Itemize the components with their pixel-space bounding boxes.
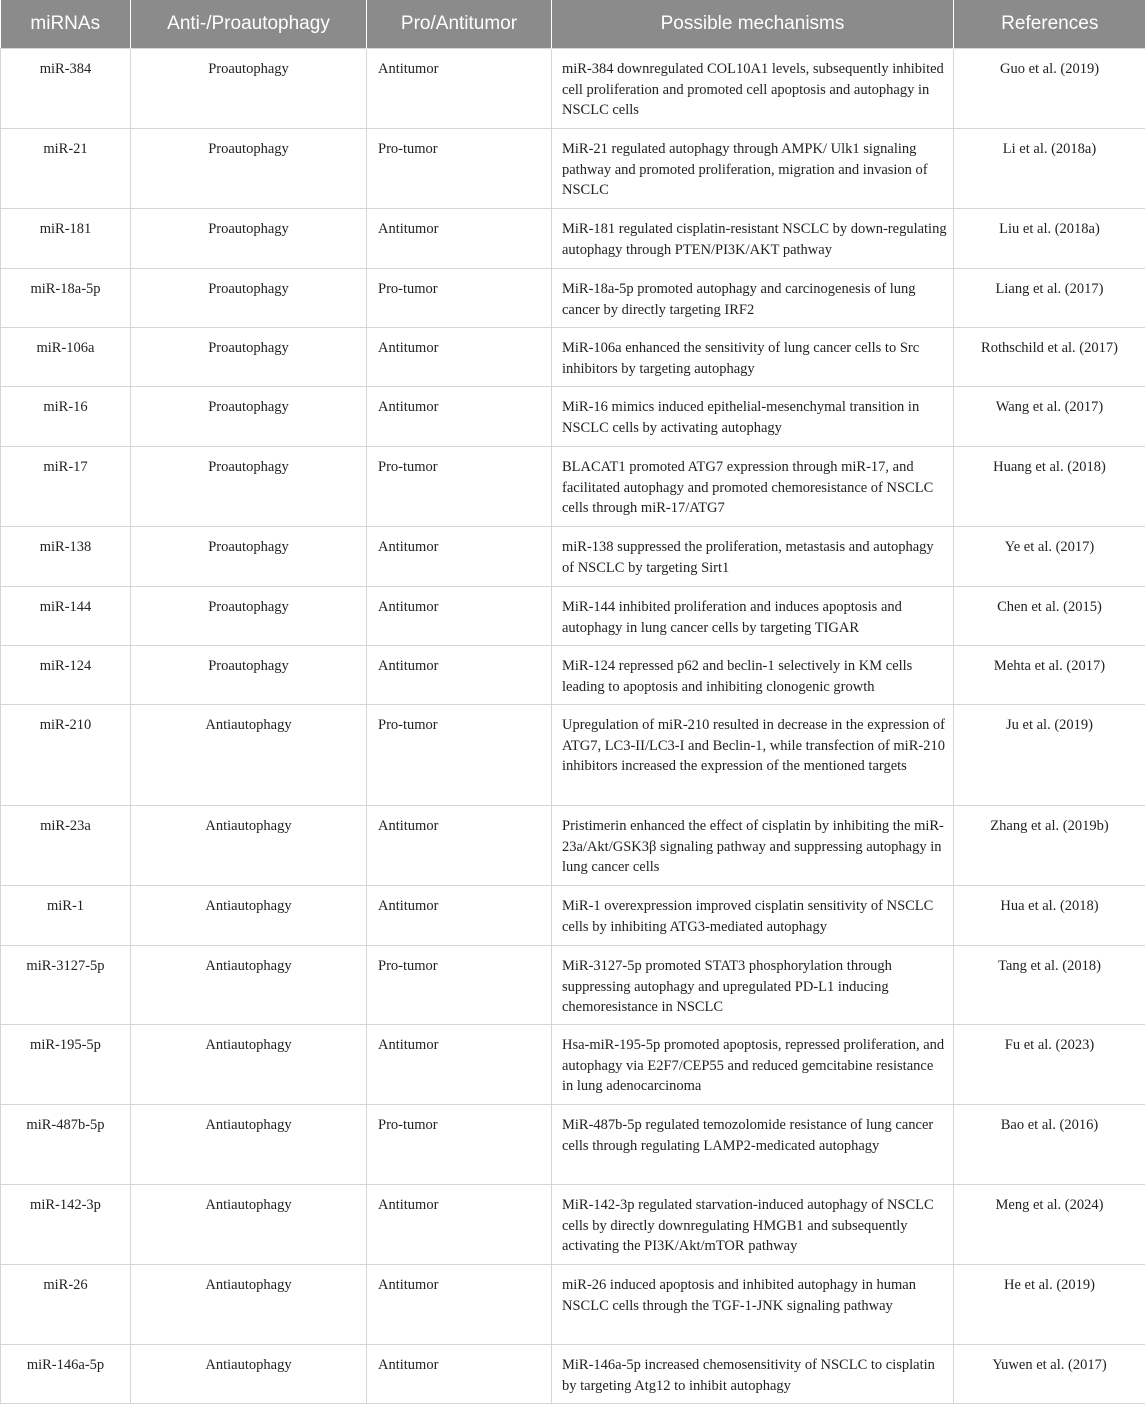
table-row — [1, 1345, 1145, 1404]
mechanism-cell: MiR-144 inhibited proliferation and induces apoptosis and autophagy in lung cancer cells by targeting TIGAR — [552, 587, 954, 646]
tumor-cell: Antitumor — [367, 527, 552, 587]
table-row — [1, 1185, 1145, 1265]
mirna-cell: miR-487b-5p — [1, 1105, 131, 1185]
table-row — [1, 269, 1145, 328]
autophagy-cell: Proautophagy — [131, 587, 367, 646]
reference-cell: Meng et al. (2024) — [954, 1185, 1145, 1265]
mechanism-cell: MiR-181 regulated cisplatin-resistant NSCLC by down-regulating autophagy through PTEN/PI3K/AKT pathway — [552, 209, 954, 269]
reference-cell: Guo et al. (2019) — [954, 49, 1145, 129]
mechanism-cell: MiR-124 repressed p62 and beclin-1 selectively in KM cells leading to apoptosis and inhibiting clonogenic growth — [552, 646, 954, 705]
mechanism-cell: BLACAT1 promoted ATG7 expression through miR-17, and facilitated autophagy and promoted chemoresistance of NSCLC cells through miR-17/ATG7 — [552, 447, 954, 527]
table-row — [1, 946, 1145, 1025]
mirna-cell: miR-16 — [1, 387, 131, 447]
mirna-cell: miR-106a — [1, 328, 131, 387]
tumor-cell: Pro-tumor — [367, 705, 552, 806]
autophagy-cell: Proautophagy — [131, 269, 367, 328]
mirna-cell: miR-17 — [1, 447, 131, 527]
reference-cell: Hua et al. (2018) — [954, 886, 1145, 946]
mechanism-cell: miR-26 induced apoptosis and inhibited autophagy in human NSCLC cells through the TGF-1-JNK signaling pathway — [552, 1265, 954, 1345]
table-row — [1, 129, 1145, 209]
header-tumor: Pro/Antitumor — [367, 0, 552, 49]
table-row — [1, 387, 1145, 447]
mechanism-cell: miR-138 suppressed the proliferation, metastasis and autophagy of NSCLC by targeting Sirt1 — [552, 527, 954, 587]
tumor-cell: Antitumor — [367, 1265, 552, 1345]
tumor-cell: Antitumor — [367, 1025, 552, 1105]
header-row — [1, 0, 1145, 49]
mechanism-cell: MiR-106a enhanced the sensitivity of lung cancer cells to Src inhibitors by targeting autophagy — [552, 328, 954, 387]
autophagy-cell: Antiautophagy — [131, 886, 367, 946]
table-row — [1, 527, 1145, 587]
reference-cell: Liang et al. (2017) — [954, 269, 1145, 328]
reference-cell: Ju et al. (2019) — [954, 705, 1145, 806]
mirna-cell: miR-124 — [1, 646, 131, 705]
autophagy-cell: Proautophagy — [131, 646, 367, 705]
autophagy-cell: Proautophagy — [131, 447, 367, 527]
mechanism-cell: MiR-1 overexpression improved cisplatin sensitivity of NSCLC cells by inhibiting ATG3-mediated autophagy — [552, 886, 954, 946]
reference-cell: Yuwen et al. (2017) — [954, 1345, 1145, 1404]
mirna-cell: miR-142-3p — [1, 1185, 131, 1265]
autophagy-cell: Antiautophagy — [131, 946, 367, 1025]
mechanism-cell: MiR-487b-5p regulated temozolomide resistance of lung cancer cells through regulating LAMP2-medicated autophagy — [552, 1105, 954, 1185]
mirna-cell: miR-195-5p — [1, 1025, 131, 1105]
autophagy-cell: Antiautophagy — [131, 705, 367, 806]
reference-cell: Huang et al. (2018) — [954, 447, 1145, 527]
reference-cell: He et al. (2019) — [954, 1265, 1145, 1345]
tumor-cell: Pro-tumor — [367, 946, 552, 1025]
autophagy-cell: Proautophagy — [131, 209, 367, 269]
table-row — [1, 209, 1145, 269]
tumor-cell: Antitumor — [367, 1185, 552, 1265]
mechanism-cell: Upregulation of miR-210 resulted in decrease in the expression of ATG7, LC3-II/LC3-I and Beclin-1, while transfection of miR-210 inhibitors increased the expression of the mentioned targets — [552, 705, 954, 806]
mechanism-cell: MiR-142-3p regulated starvation-induced autophagy of NSCLC cells by directly downregulating HMGB1 and subsequently activating the PI3K/Akt/mTOR pathway — [552, 1185, 954, 1265]
autophagy-cell: Proautophagy — [131, 527, 367, 587]
autophagy-cell: Proautophagy — [131, 49, 367, 129]
mechanism-cell: MiR-16 mimics induced epithelial-mesenchymal transition in NSCLC cells by activating autophagy — [552, 387, 954, 447]
reference-cell: Li et al. (2018a) — [954, 129, 1145, 209]
header-references: References — [954, 0, 1145, 49]
table-row — [1, 1025, 1145, 1105]
tumor-cell: Antitumor — [367, 209, 552, 269]
mirna-cell: miR-384 — [1, 49, 131, 129]
reference-cell: Ye et al. (2017) — [954, 527, 1145, 587]
tumor-cell: Antitumor — [367, 806, 552, 886]
reference-cell: Bao et al. (2016) — [954, 1105, 1145, 1185]
mechanism-cell: Pristimerin enhanced the effect of cisplatin by inhibiting the miR-23a/Akt/GSK3β signaling pathway and suppressing autophagy in lung cancer cells — [552, 806, 954, 886]
mirna-cell: miR-1 — [1, 886, 131, 946]
reference-cell: Chen et al. (2015) — [954, 587, 1145, 646]
autophagy-cell: Antiautophagy — [131, 1105, 367, 1185]
mechanism-cell: MiR-18a-5p promoted autophagy and carcinogenesis of lung cancer by directly targeting IRF2 — [552, 269, 954, 328]
table-row — [1, 49, 1145, 129]
reference-cell: Rothschild et al. (2017) — [954, 328, 1145, 387]
table-body — [1, 49, 1145, 1404]
mirna-cell: miR-26 — [1, 1265, 131, 1345]
mirna-cell: miR-144 — [1, 587, 131, 646]
mechanism-cell: MiR-21 regulated autophagy through AMPK/ Ulk1 signaling pathway and promoted proliferation, migration and invasion of NSCLC — [552, 129, 954, 209]
header-mirnas: miRNAs — [1, 0, 131, 49]
mirna-cell: miR-21 — [1, 129, 131, 209]
reference-cell: Mehta et al. (2017) — [954, 646, 1145, 705]
mirna-cell: miR-3127-5p — [1, 946, 131, 1025]
tumor-cell: Antitumor — [367, 1345, 552, 1404]
autophagy-cell: Antiautophagy — [131, 1185, 367, 1265]
reference-cell: Zhang et al. (2019b) — [954, 806, 1145, 886]
table-row — [1, 447, 1145, 527]
reference-cell: Liu et al. (2018a) — [954, 209, 1145, 269]
autophagy-cell: Proautophagy — [131, 387, 367, 447]
table-row — [1, 806, 1145, 886]
table-row — [1, 328, 1145, 387]
reference-cell: Tang et al. (2018) — [954, 946, 1145, 1025]
mirna-cell: miR-23a — [1, 806, 131, 886]
tumor-cell: Antitumor — [367, 387, 552, 447]
tumor-cell: Antitumor — [367, 646, 552, 705]
mechanism-cell: miR-384 downregulated COL10A1 levels, subsequently inhibited cell proliferation and promoted cell apoptosis and autophagy in NSCLC cells — [552, 49, 954, 129]
tumor-cell: Pro-tumor — [367, 269, 552, 328]
reference-cell: Wang et al. (2017) — [954, 387, 1145, 447]
table-row — [1, 587, 1145, 646]
table-row — [1, 646, 1145, 705]
mechanism-cell: Hsa-miR-195-5p promoted apoptosis, repressed proliferation, and autophagy via E2F7/CEP55 and reduced gemcitabine resistance in lung adenocarcinoma — [552, 1025, 954, 1105]
tumor-cell: Pro-tumor — [367, 447, 552, 527]
header-mechanisms: Possible mechanisms — [552, 0, 954, 49]
tumor-cell: Pro-tumor — [367, 129, 552, 209]
table-row — [1, 1105, 1145, 1185]
mechanism-cell: MiR-146a-5p increased chemosensitivity of NSCLC to cisplatin by targeting Atg12 to inhibit autophagy — [552, 1345, 954, 1404]
tumor-cell: Antitumor — [367, 328, 552, 387]
mirna-cell: miR-146a-5p — [1, 1345, 131, 1404]
tumor-cell: Pro-tumor — [367, 1105, 552, 1185]
autophagy-cell: Proautophagy — [131, 328, 367, 387]
table-row — [1, 705, 1145, 806]
autophagy-cell: Antiautophagy — [131, 1025, 367, 1105]
mirna-cell: miR-210 — [1, 705, 131, 806]
autophagy-cell: Antiautophagy — [131, 1265, 367, 1345]
reference-cell: Fu et al. (2023) — [954, 1025, 1145, 1105]
mirna-cell: miR-138 — [1, 527, 131, 587]
tumor-cell: Antitumor — [367, 49, 552, 129]
autophagy-cell: Antiautophagy — [131, 1345, 367, 1404]
mirna-cell: miR-181 — [1, 209, 131, 269]
table-row — [1, 886, 1145, 946]
mirna-cell: miR-18a-5p — [1, 269, 131, 328]
autophagy-cell: Antiautophagy — [131, 806, 367, 886]
mechanism-cell: MiR-3127-5p promoted STAT3 phosphorylation through suppressing autophagy and upregulated PD-L1 inducing chemoresistance in NSCLC — [552, 946, 954, 1025]
autophagy-cell: Proautophagy — [131, 129, 367, 209]
table-row — [1, 1265, 1145, 1345]
header-autophagy: Anti-/Proautophagy — [131, 0, 367, 49]
tumor-cell: Antitumor — [367, 886, 552, 946]
tumor-cell: Antitumor — [367, 587, 552, 646]
